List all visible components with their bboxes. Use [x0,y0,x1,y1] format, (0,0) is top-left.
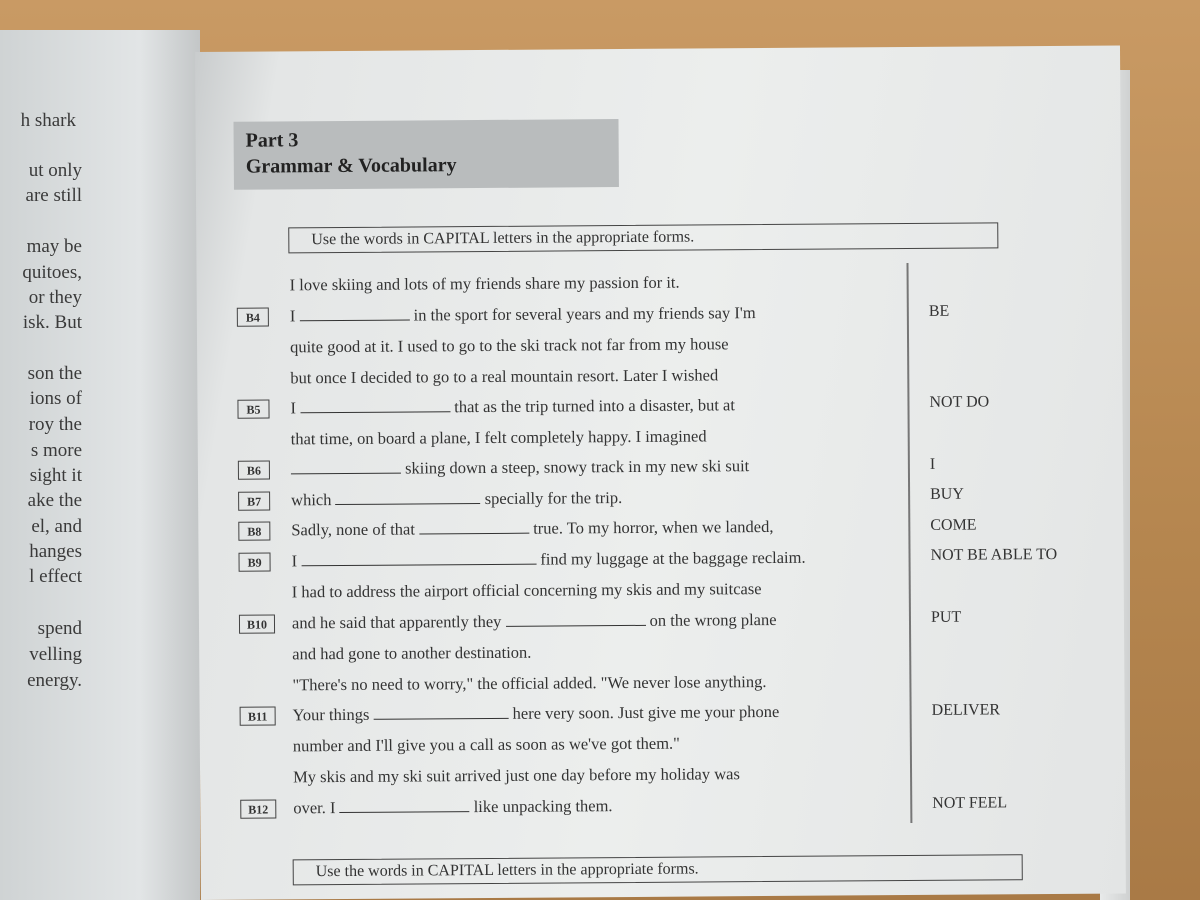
answer-gap-b4[interactable] [299,308,409,322]
right-page [195,46,1126,900]
left-page-line: s more [30,440,82,461]
column-divider [906,263,911,823]
question-label-b8: B8 [238,521,270,540]
left-page-line: may be [26,236,82,257]
passage-line-b11 [293,702,780,725]
left-page-line: or they [28,287,82,308]
passage-line: My skis and my ski suit arrived just one day before my holiday was [292,764,740,787]
passage-text: I [291,551,298,571]
question-label-b9: B9 [238,552,270,571]
answer-gap-b8[interactable] [419,521,529,535]
left-page-line: spend [37,618,82,639]
passage-line: "There's no need to worry," the official added. "We never lose anything. [292,672,767,695]
passage-text: specially for the trip. [484,488,623,508]
passage-text: which [291,490,332,510]
answer-gap-b7[interactable] [336,491,481,505]
left-page-line: energy. [27,670,82,691]
passage-text: true. To my horror, when we landed, [533,516,774,538]
answer-gap-b10[interactable] [505,613,645,627]
passage-line: number and I'll give you a call as soon as we've got them." [292,733,680,756]
passage-line-b5 [290,395,735,418]
passage-line: I had to address the airport official concerning my skis and my suitcase [291,579,762,602]
question-label-b7: B7 [238,491,270,510]
passage-text: over. I [293,798,336,818]
keyword-b12: NOT FEEL [932,794,1008,812]
passage-intro: I love skiing and lots of my friends share my passion for it. [289,272,680,295]
passage-text: and he said that apparently they [291,611,502,633]
passage-line: that time, on board a plane, I felt completely happy. I imagined [290,426,707,449]
keyword-b11: DELIVER [931,701,1001,719]
question-label-b11: B11 [240,706,276,725]
passage-line-b9 [291,548,805,572]
left-page-line: sight it [29,465,82,486]
passage-line-b12 [293,796,612,818]
passage-text: in the sport for several years and my friends say I'm [413,303,756,325]
passage-line: but once I decided to go to a real mountain resort. Later I wished [290,365,719,388]
next-instruction-box: Use the words in CAPITAL letters in the appropriate forms. [293,854,1023,885]
passage-text: Sadly, none of that [291,519,415,540]
left-page-line: l effect [29,566,82,587]
section-title: Grammar & Vocabulary [245,154,457,178]
question-label-b6: B6 [238,460,270,479]
question-label-b12: B12 [240,799,276,818]
passage-line: quite good at it. I used to go to the ski track not far from my house [289,334,729,357]
left-page-line: quitoes, [22,262,82,283]
part-number: Part 3 [245,129,299,152]
instruction-box: Use the words in CAPITAL letters in the appropriate forms. [288,222,998,253]
left-page-line: ake the [27,490,82,511]
left-page-line: velling [29,644,82,665]
keyword-b10: PUT [930,608,962,626]
passage-text: here very soon. Just give me your phone [512,701,780,723]
left-page-line: ut only [28,160,82,181]
left-page-line: isk. But [22,312,82,333]
passage-text: on the wrong plane [649,609,777,630]
left-page-line: hanges [29,541,82,562]
left-page-line: el, and [31,516,82,537]
passage-text: like unpacking them. [473,796,613,817]
passage-line: and had gone to another destination. [292,642,532,664]
passage-line-b6 [291,456,749,479]
left-page-line: ions of [29,388,82,409]
keyword-b8: COME [930,516,977,534]
answer-gap-b5[interactable] [300,399,450,413]
passage-text: that as the trip turned into a disaster, but at [454,395,735,417]
left-page-line: roy the [28,414,82,435]
question-label-b4: B4 [237,307,269,326]
question-label-b10: B10 [239,614,275,633]
answer-gap-b6[interactable] [291,461,401,475]
answer-gap-b11[interactable] [373,706,508,720]
passage-line-b8 [291,517,773,540]
left-page-line: are still [25,185,82,206]
left-page [0,30,200,900]
passage-line-b7 [291,488,622,510]
keyword-b5: NOT DO [929,393,990,411]
passage-line-b4 [290,303,756,326]
keyword-b4: BE [928,302,950,320]
passage-text: I [290,398,297,418]
passage-text: I [289,306,296,326]
question-label-b5: B5 [237,399,269,418]
passage-text: skiing down a steep, snowy track in my new ski suit [404,456,750,478]
keyword-b6: I [929,455,936,473]
keyword-b7: BUY [930,485,964,503]
answer-gap-b9[interactable] [301,552,536,567]
passage-line-b10 [292,610,777,633]
keyword-b9: NOT BE ABLE TO [930,545,1058,564]
passage-text: find my luggage at the baggage reclaim. [540,547,806,569]
answer-gap-b12[interactable] [340,799,470,813]
left-page-line: son the [27,363,82,384]
passage-text: Your things [292,704,370,725]
left-page-line: h shark [20,110,76,131]
